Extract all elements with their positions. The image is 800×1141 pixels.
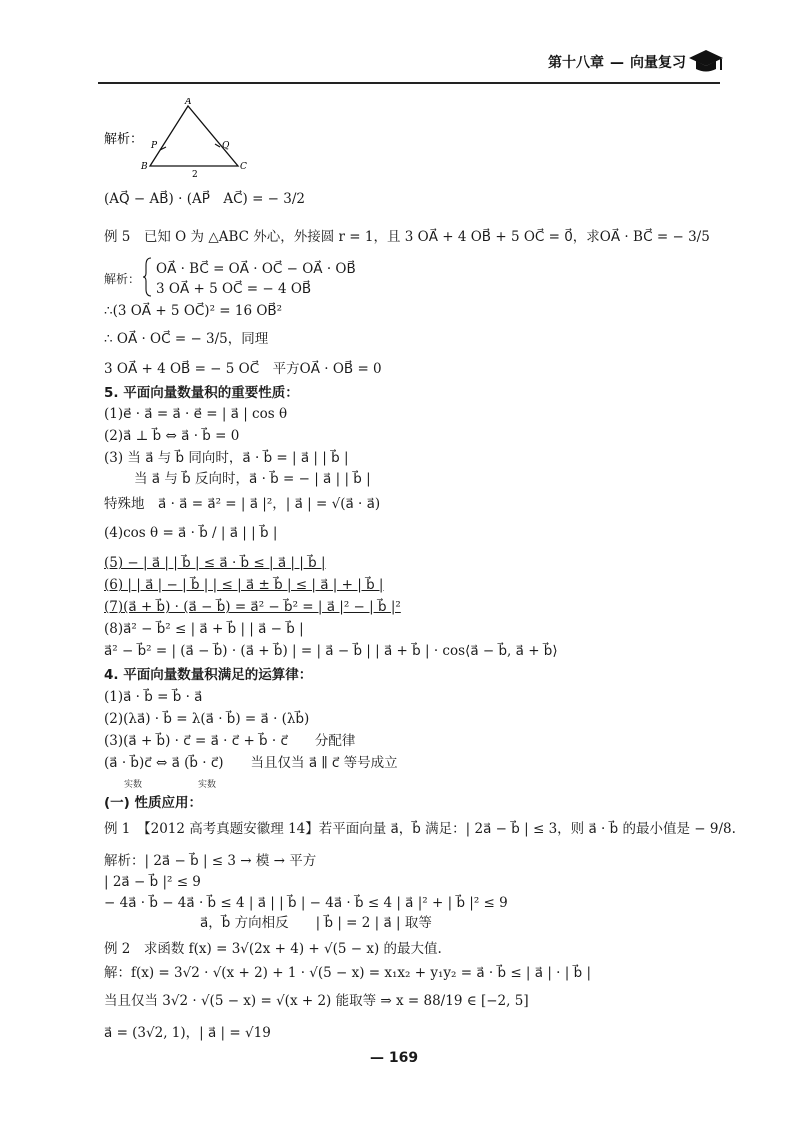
- example-2-title: 例 2 求函数 f(x) = 3√(2x + 4) + √(5 − x) 的最大值.: [104, 941, 442, 957]
- law-item: (1)a⃗ · b⃗ = b⃗ · a⃗: [104, 689, 203, 705]
- point-q-label: Q: [222, 141, 230, 151]
- property-item: (8)a⃗² − b⃗² ≤ | a⃗ + b⃗ | | a⃗ − b⃗ |: [104, 621, 304, 637]
- law-item: (a⃗ · b⃗)c⃗ ⇔ a⃗ (b⃗ · c⃗) 当且仅当 a⃗ ∥ c⃗ 等号成立: [104, 755, 398, 771]
- graduation-cap-icon: [688, 48, 724, 76]
- text-line: − 4a⃗ · b⃗ − 4a⃗ · b⃗ ≤ 4 | a⃗ | | b⃗ | − 4a⃗ · b⃗ ≤ 4 | a⃗ |² + | b⃗ |² ≤ 9: [104, 895, 508, 911]
- section-heading: 4. 平面向量数量积满足的运算律：: [104, 667, 313, 683]
- side-length-label: 2: [192, 170, 198, 180]
- section-heading: (一) 性质应用：: [104, 795, 203, 811]
- chapter-label: 第十八章: [548, 55, 604, 71]
- law-item: (2)(λa⃗) · b⃗ = λ(a⃗ · b⃗) = a⃗ · (λb⃗): [104, 711, 310, 727]
- property-item: (2)a⃗ ⊥ b⃗ ⇔ a⃗ · b⃗ = 0: [104, 428, 240, 444]
- text-line: 解析：| 2a⃗ − b⃗ | ≤ 3 → 模 → 平方: [104, 853, 317, 869]
- underbrace-label: 实数: [124, 780, 143, 790]
- example-1-title: 例 1 【2012 高考真题安徽理 14】若平面向量 a⃗，b⃗ 满足：| 2a⃗ − b⃗ | ≤ 3，则 a⃗ · b⃗ 的最小值是 − 9/8.: [104, 821, 736, 837]
- vertex-b-label: B: [141, 162, 148, 172]
- text-line: OA⃗ · BC⃗ = OA⃗ · OC⃗ − OA⃗ · OB⃗: [156, 261, 356, 277]
- analysis-label: 解析：: [104, 272, 141, 286]
- property-item: (6) | | a⃗ | − | b⃗ | | ≤ | a⃗ ± b⃗ | ≤ | a⃗ | + | b⃗ |: [104, 577, 384, 593]
- text-line: a⃗，b⃗ 方向相反 | b⃗ | = 2 | a⃗ | 取等: [200, 915, 432, 931]
- triangle-figure: [104, 98, 254, 180]
- property-item: a⃗² − b⃗² = | (a⃗ − b⃗) · (a⃗ + b⃗) | = | a⃗ − b⃗ | | a⃗ + b⃗ | · cos⟨a⃗ − b⃗, a⃗ + b⃗⟩: [104, 643, 558, 659]
- property-item: 特殊地 a⃗ · a⃗ = a⃗² = | a⃗ |²，| a⃗ | = √(a⃗ · a⃗): [104, 496, 381, 512]
- text-line: (AQ⃗ − AB⃗) · (AP⃗ AC⃗) = − 3/2: [104, 191, 306, 207]
- property-item: (1)e⃗ · a⃗ = a⃗ · e⃗ = | a⃗ | cos θ: [104, 406, 288, 422]
- property-item: 当 a⃗ 与 b⃗ 反向时，a⃗ · b⃗ = − | a⃗ | | b⃗ |: [134, 471, 371, 487]
- point-p-label: P: [151, 141, 158, 151]
- underbrace-label: 实数: [198, 780, 217, 790]
- analysis-label: 解析：: [104, 132, 144, 147]
- vertex-a-label: A: [185, 98, 192, 107]
- page-header: [0, 38, 800, 86]
- section-label: 向量复习: [630, 55, 686, 71]
- text-line: ∴ OA⃗ · OC⃗ = − 3/5，同理: [104, 331, 269, 347]
- property-item: (4)cos θ = a⃗ · b⃗ / | a⃗ | | b⃗ |: [104, 525, 278, 541]
- page-number: — 169: [370, 1050, 419, 1066]
- header-rule: [98, 82, 720, 84]
- text-line: 3 OA⃗ + 4 OB⃗ = − 5 OC⃗ 平方OA⃗ · OB⃗ = 0: [104, 361, 382, 377]
- section-heading: 5. 平面向量数量积的重要性质：: [104, 385, 299, 401]
- text-line: ∴(3 OA⃗ + 5 OC⃗)² = 16 OB⃗²: [104, 303, 283, 319]
- system-brace: [142, 257, 152, 297]
- vertex-c-label: C: [240, 162, 247, 172]
- example-5-title: 例 5 已知 O 为 △ABC 外心，外接圆 r = 1，且 3 OA⃗ + 4 OB⃗ + 5 OC⃗ = 0⃗，求OA⃗ · BC⃗ = − 3/5: [104, 229, 710, 245]
- text-line: 解：f(x) = 3√2 · √(x + 2) + 1 · √(5 − x) = x₁x₂ + y₁y₂ = a⃗ · b⃗ ≤ | a⃗ | · | b⃗ |: [104, 965, 592, 981]
- header-title: 第十八章 — 向量复习: [548, 55, 686, 71]
- text-line: | 2a⃗ − b⃗ |² ≤ 9: [104, 874, 201, 890]
- property-item: (3) 当 a⃗ 与 b⃗ 同向时，a⃗ · b⃗ = | a⃗ | | b⃗ |: [104, 450, 349, 466]
- property-item: (5) − | a⃗ | | b⃗ | ≤ a⃗ · b⃗ ≤ | a⃗ | | b⃗ |: [104, 555, 326, 571]
- text-line: a⃗ = (3√2, 1)，| a⃗ | = √19: [104, 1025, 271, 1041]
- law-item: (3)(a⃗ + b⃗) · c⃗ = a⃗ · c⃗ + b⃗ · c⃗ 分配律: [104, 733, 356, 749]
- text-line: 当且仅当 3√2 · √(5 − x) = √(x + 2) 能取等 ⇒ x = 88/19 ∈ [−2, 5]: [104, 993, 529, 1009]
- text-line: 3 OA⃗ + 5 OC⃗ = − 4 OB⃗: [156, 281, 312, 297]
- property-item: (7)(a⃗ + b⃗) · (a⃗ − b⃗) = a⃗² − b⃗² = | a⃗ |² − | b⃗ |²: [104, 599, 401, 615]
